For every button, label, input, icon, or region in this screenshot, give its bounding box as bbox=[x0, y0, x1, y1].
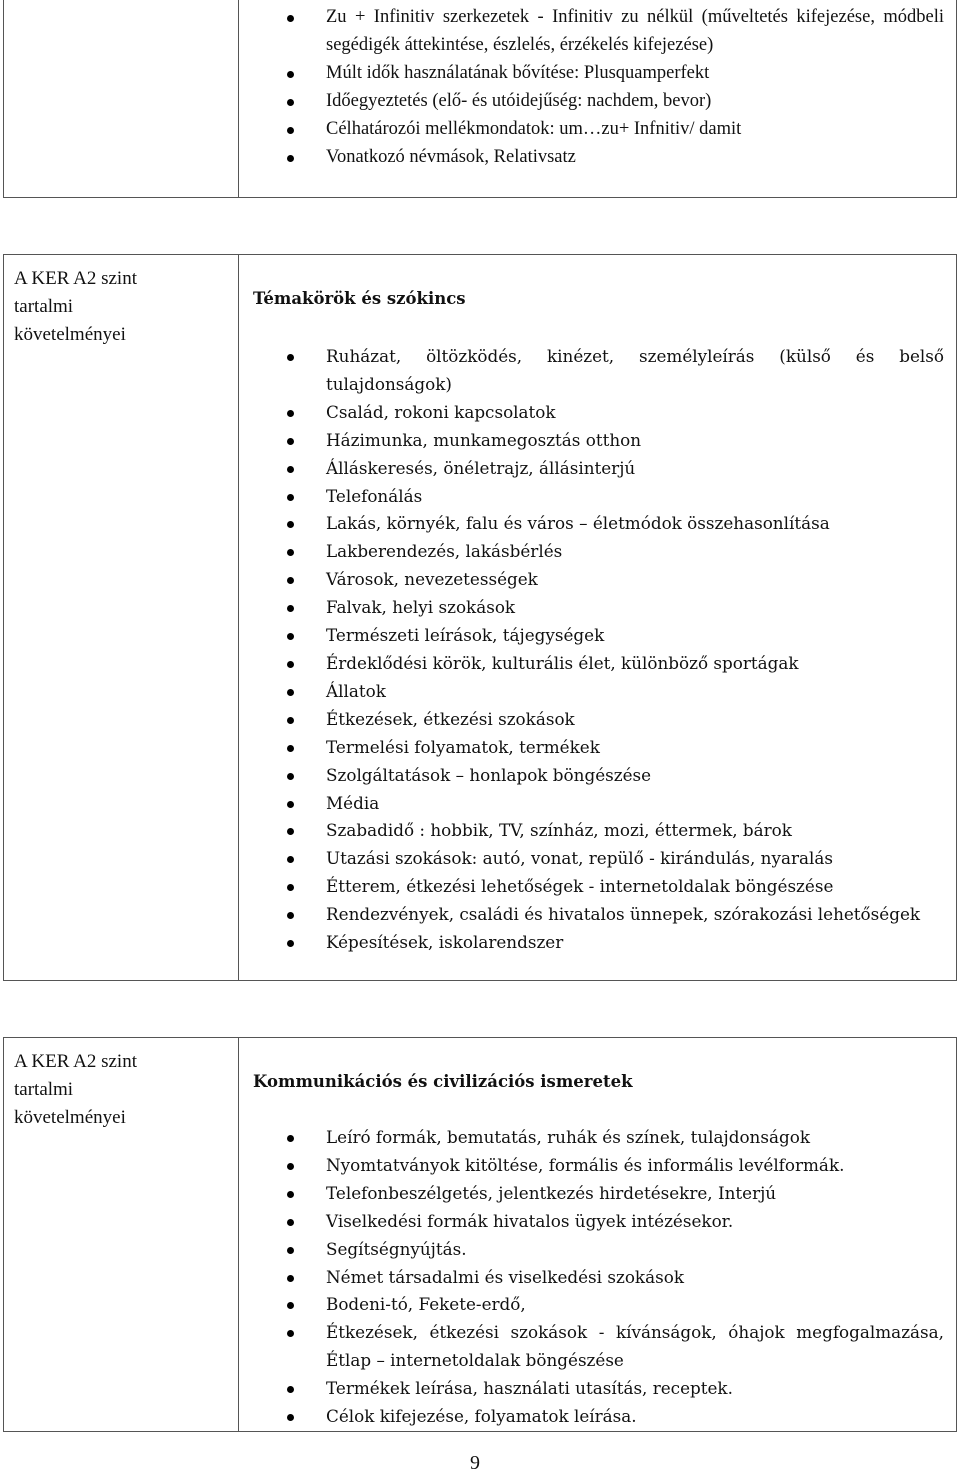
list-item: Házimunka, munkamegosztás otthon bbox=[239, 427, 944, 455]
list-item: Zu + Infinitiv szerkezetek - Infinitiv zu nélkül (műveltetés kifejezése, módbeli segédigék áttekintése, észlelés, érzékelés kifejezése) bbox=[239, 4, 944, 60]
list-item: Időegyeztetés (elő- és utóidejűség: nachdem, bevor) bbox=[239, 88, 944, 116]
list-item: Leíró formák, bemutatás, ruhák és színek, tulajdonságok bbox=[239, 1124, 944, 1152]
list-item: Szabadidő : hobbik, TV, színház, mozi, éttermek, bárok bbox=[239, 817, 944, 845]
grammar-list bbox=[239, 4, 944, 171]
list-item: Állatok bbox=[239, 678, 944, 706]
list-item: Nyomtatványok kitöltése, formális és informális levélformák. bbox=[239, 1152, 944, 1180]
communication-table bbox=[3, 1037, 957, 1432]
requirement-label: A KER A2 szint tartalmi követelményei bbox=[14, 1051, 137, 1128]
communication-list bbox=[239, 1124, 944, 1431]
list-item: Család, rokoni kapcsolatok bbox=[239, 399, 944, 427]
list-item: Étkezések, étkezési szokások bbox=[239, 706, 944, 734]
list-item: Ruházat, öltözködés, kinézet, személyleírás (külső és belső tulajdonságok) bbox=[239, 343, 944, 399]
page-number: 9 bbox=[470, 1452, 480, 1474]
list-item: Segítségnyújtás. bbox=[239, 1236, 944, 1264]
list-item: Étkezések, étkezési szokások - kívánságok, óhajok megfogalmazása, Étlap – internetoldalak böngészése bbox=[239, 1319, 944, 1375]
list-item: Vonatkozó névmások, Relativsatz bbox=[239, 144, 944, 172]
list-item: Telefonbeszélgetés, jelentkezés hirdetésekre, Interjú bbox=[239, 1180, 944, 1208]
grammar-table-right-cell bbox=[239, 0, 956, 197]
grammar-table-left-cell bbox=[4, 0, 239, 197]
list-item: Lakás, környék, falu és város – életmódok összehasonlítása bbox=[239, 510, 944, 538]
list-item: Viselkedési formák hivatalos ügyek intézésekor. bbox=[239, 1208, 944, 1236]
list-item: Álláskeresés, önéletrajz, állásinterjú bbox=[239, 455, 944, 483]
list-item: Érdeklődési körök, kulturális élet, különböző sportágak bbox=[239, 650, 944, 678]
list-item: Célhatározói mellékmondatok: um…zu+ Infnitiv/ damit bbox=[239, 116, 944, 144]
section-heading: Kommunikációs és civilizációs ismeretek bbox=[253, 1072, 633, 1091]
topics-list bbox=[239, 343, 944, 957]
list-item: Termékek leírása, használati utasítás, receptek. bbox=[239, 1375, 944, 1403]
list-item: Városok, nevezetességek bbox=[239, 566, 944, 594]
section-heading: Témakörök és szókincs bbox=[253, 289, 466, 308]
list-item: Múlt idők használatának bővítése: Plusquamperfekt bbox=[239, 60, 944, 88]
list-item: Telefonálás bbox=[239, 483, 944, 511]
list-item: Média bbox=[239, 790, 944, 818]
list-item: Célok kifejezése, folyamatok leírása. bbox=[239, 1403, 944, 1431]
requirement-label: A KER A2 szint tartalmi követelményei bbox=[14, 268, 137, 345]
topics-table-left-cell bbox=[4, 255, 239, 980]
list-item: Szolgáltatások – honlapok böngészése bbox=[239, 762, 944, 790]
list-item: Bodeni-tó, Fekete-erdő, bbox=[239, 1291, 944, 1319]
communication-table-left-cell bbox=[4, 1038, 239, 1431]
list-item: Rendezvények, családi és hivatalos ünnepek, szórakozási lehetőségek bbox=[239, 901, 944, 929]
list-item: Termelési folyamatok, termékek bbox=[239, 734, 944, 762]
grammar-table bbox=[3, 0, 957, 198]
list-item: Utazási szokások: autó, vonat, repülő - kirándulás, nyaralás bbox=[239, 845, 944, 873]
list-item: Képesítések, iskolarendszer bbox=[239, 929, 944, 957]
communication-table-right-cell bbox=[239, 1038, 956, 1431]
list-item: Német társadalmi és viselkedési szokások bbox=[239, 1264, 944, 1292]
list-item: Természeti leírások, tájegységek bbox=[239, 622, 944, 650]
list-item: Étterem, étkezési lehetőségek - internetoldalak böngészése bbox=[239, 873, 944, 901]
topics-table-right-cell bbox=[239, 255, 956, 980]
list-item: Falvak, helyi szokások bbox=[239, 594, 944, 622]
list-item: Lakberendezés, lakásbérlés bbox=[239, 538, 944, 566]
topics-table bbox=[3, 254, 957, 981]
